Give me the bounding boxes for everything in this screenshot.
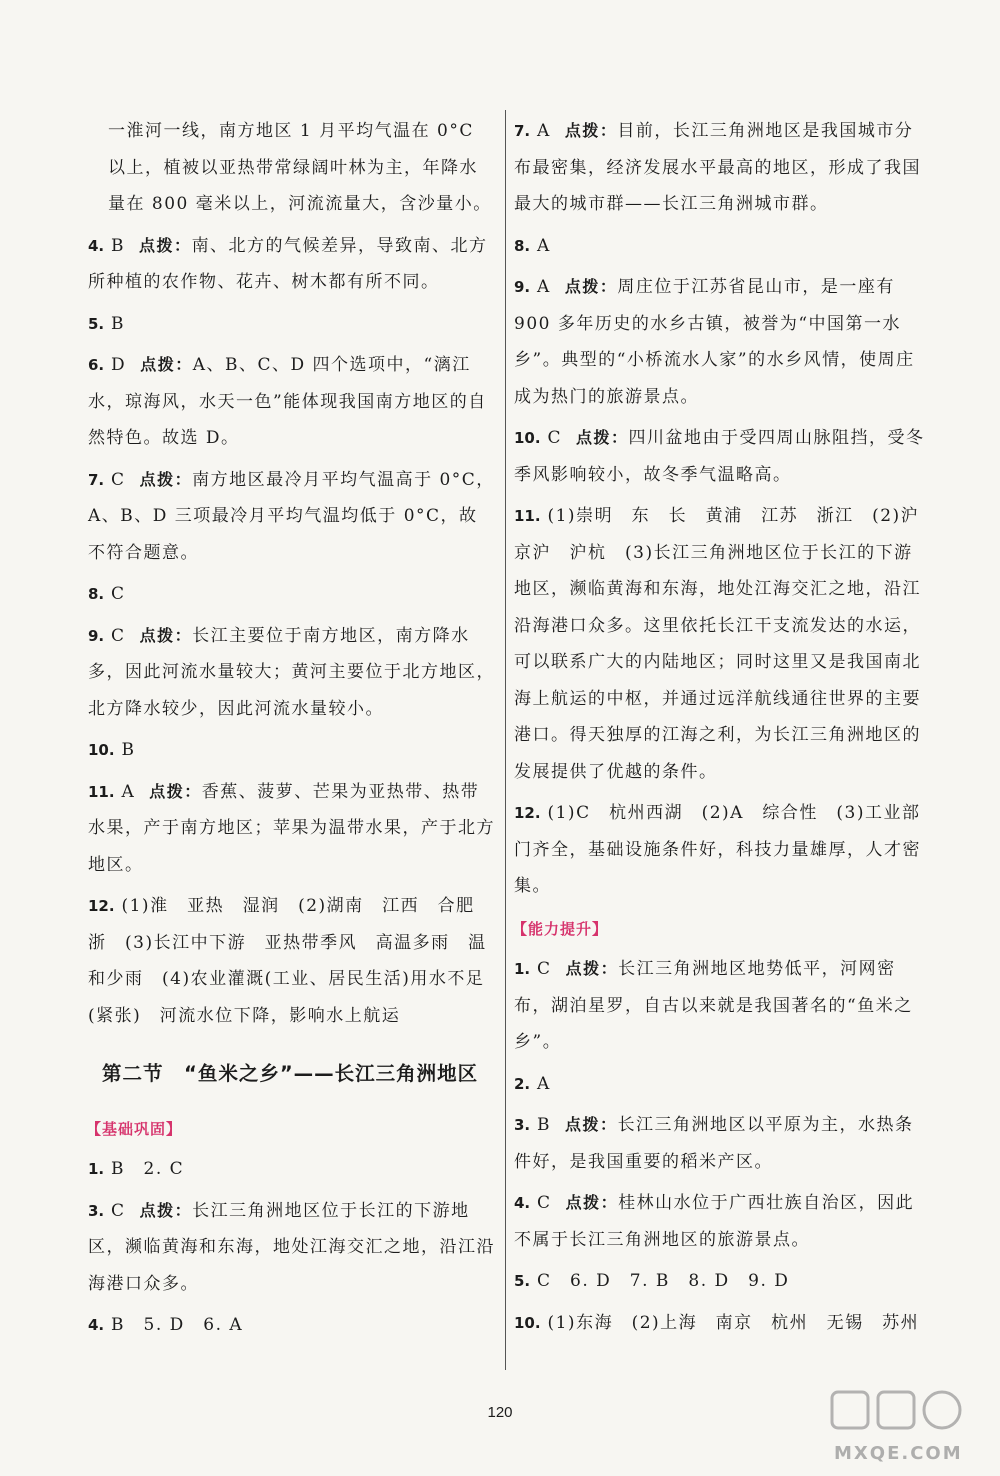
answer-entry [514,1305,928,1342]
question-number: 9. [88,626,105,645]
answer-text: C [537,959,552,979]
watermark [826,1384,976,1464]
question-number: 3. [88,1201,105,1220]
answer-entry [88,1307,496,1344]
answer-text: C [111,584,126,604]
page-number: 120 [487,1404,513,1421]
question-number: 5. [88,314,105,333]
answer-entry [88,228,496,301]
explanation-text: 长江三角洲地区以平原为主，水热条件好，是我国重要的稻米产区。 [514,1115,914,1172]
answer-continuation [88,113,496,223]
answer-text: C [111,469,126,490]
question-number: 4. [88,1316,105,1334]
answer-entry [514,1185,928,1258]
hint-label: 点拨： [565,1115,618,1134]
answer-entry [88,576,496,613]
explanation-text: 长江三角洲地区位于长江的下游地区，濒临黄海和东海，地处江海交汇之地，沿江沿海港口众多。 [88,1200,495,1294]
hint-label: 点拨： [149,781,202,801]
answer-entry [514,228,928,265]
answer-entry [88,618,496,728]
answer-text: B 2. C [111,1159,185,1179]
hint-label: 点拨： [139,625,193,645]
left-column [88,113,496,1349]
answer-text: (1)崇明 东 长 黄浦 江苏 浙江 (2)沪京沪 沪杭 (3)长江三角洲地区位于长江的下游地区，濒临黄海和东海，地处江海交汇之地，沿江沿海港口众多。这里依托长江干支流发达的水运，可以联系广大的内陆地区；同时这里又是我国南北海上航运的中枢，并通过远洋航线通往世界的主要港口。得天独厚的江海之利，为长江三角洲地区的发展提供了优越的条件。 [514,506,921,782]
answer-text: C [111,1200,126,1221]
question-number: 4. [88,236,105,255]
answer-text: A [121,781,136,802]
answer-entry [514,1107,928,1180]
question-number: 1. [88,1160,105,1178]
answer-text: A [537,235,551,256]
question-number: 7. [88,470,105,489]
explanation-text: 四川盆地由于受四周山脉阻挡，受冬季风影响较小，故冬季气温略高。 [514,428,925,485]
answer-text: C [537,1193,552,1213]
answer-text: (1)淮 亚热 湿润 (2)湖南 江西 合肥 浙 (3)长江中下游 亚热带季风 高温多雨 温和少雨 (4)农业灌溉(工业、居民生活)用水不足(紧张) 河流水位下降，影响水上航运 [88,896,494,1026]
explanation-text: 长江三角洲地区地势低平，河网密布，湖泊星罗，自古以来就是我国著名的“鱼米之乡”。 [514,959,913,1052]
answer-text: C [547,428,562,448]
question-number: 5. [514,1272,531,1290]
question-number: 7. [514,122,531,140]
answer-text: B [111,235,126,256]
answer-entry [514,498,928,790]
answer-entry [514,269,928,415]
answer-text: (1)东海 (2)上海 南京 杭州 无锡 苏州 [547,1312,920,1333]
question-number: 11. [514,507,541,525]
question-number: 12. [88,897,115,915]
answer-entry [514,420,928,493]
answer-entry [514,951,928,1061]
explanation-text: 长江主要位于南方地区，南方降水多，因此河流水量较大；黄河主要位于北方地区，北方降水较少，因此河流水量较小。 [88,625,495,719]
question-number: 2. [514,1074,531,1093]
explanation-text: 南方地区最冷月平均气温高于 0°C，A、B、D 三项最冷月平均气温均低于 0°C，故不符合题意。 [88,469,495,563]
explanation-text: 一淮河一线，南方地区 1 月平均气温在 0°C 以上，植被以亚热带常绿阔叶林为主，年降水量在 800 毫米以上，河流流量大，含沙量小。 [108,121,492,214]
answer-text: B [537,1115,552,1135]
answer-text: A [537,121,551,141]
answer-entry [88,888,496,1034]
answer-text: B [111,313,126,334]
question-number: 10. [514,1313,541,1332]
question-number: 11. [88,782,115,801]
hint-label: 点拨： [140,355,193,374]
section-tag: 【能力提升】 [512,919,609,938]
question-number: 10. [514,429,541,447]
question-number: 6. [88,356,105,374]
answer-entry [514,113,928,223]
answer-text: C 6. D 7. B 8. D 9. D [537,1271,790,1291]
section-tag: 【基础巩固】 [86,1119,183,1138]
hint-label: 点拨： [139,235,192,255]
explanation-text: A、B、C、D 四个选项中，“漓江水，琼海风，水天一色”能体现我国南方地区的自然特色。故选 D。 [88,355,487,448]
answer-text: A [537,1073,551,1094]
explanation-text: 香蕉、菠萝、芒果为亚热带、热带水果，产于南方地区；苹果为温带水果，产于北方地区。 [88,781,495,875]
answer-entry [88,1151,496,1188]
hint-label: 点拨： [565,1193,619,1212]
answer-entry [88,732,496,769]
answer-text: A [537,277,551,297]
explanation-text: 目前，长江三角洲地区是我国城市分布最密集，经济发展水平最高的地区，形成了我国最大的城市群——长江三角洲城市群。 [514,121,921,214]
answer-text: B [121,740,136,760]
hint-label: 点拨： [564,121,618,140]
question-number: 9. [514,278,531,296]
answer-entry [514,1066,928,1103]
answer-entry [88,774,496,884]
hint-label: 点拨： [139,1200,193,1220]
hint-label: 点拨： [564,277,618,296]
answer-entry [88,347,496,457]
watermark-text: MXQE.COM [834,1443,963,1464]
answer-entry [514,795,928,905]
answer-entry [514,1263,928,1300]
question-number: 12. [514,804,541,822]
right-column [514,113,928,1346]
explanation-text: 桂林山水位于广西壮族自治区，因此不属于长江三角洲地区的旅游景点。 [514,1193,915,1250]
column-divider [505,110,506,1370]
question-number: 10. [88,741,115,759]
answer-text: D [111,355,127,375]
answer-text: (1)C 杭州西湖 (2)A 综合性 (3)工业部门齐全，基础设施条件好，科技力量雄厚，人才密集。 [514,803,921,896]
question-number: 8. [514,236,531,255]
answer-entry [88,306,496,343]
section-title: 第二节 “鱼米之乡”——长江三角洲地区 [102,1062,479,1085]
explanation-text: 周庄位于江苏省昆山市，是一座有 900 多年历史的水乡古镇，被誉为“中国第一水乡”。典型的“小桥流水人家”的水乡风情，使周庄成为热门的旅游景点。 [514,277,915,407]
question-number: 3. [514,1116,531,1134]
hint-label: 点拨： [139,469,193,489]
explanation-text: 南、北方的气候差异，导致南、北方所种植的农作物、花卉、树木都有所不同。 [88,235,488,292]
hint-label: 点拨： [565,959,619,978]
answer-text: C [111,625,126,646]
question-number: 8. [88,585,105,603]
answer-text: B 5. D 6. A [111,1315,244,1335]
question-number: 1. [514,960,531,978]
watermark-logo-icon [826,1384,976,1440]
answer-entry [88,1193,496,1303]
answer-entry [88,462,496,572]
hint-label: 点拨： [576,428,629,447]
question-number: 4. [514,1194,531,1212]
